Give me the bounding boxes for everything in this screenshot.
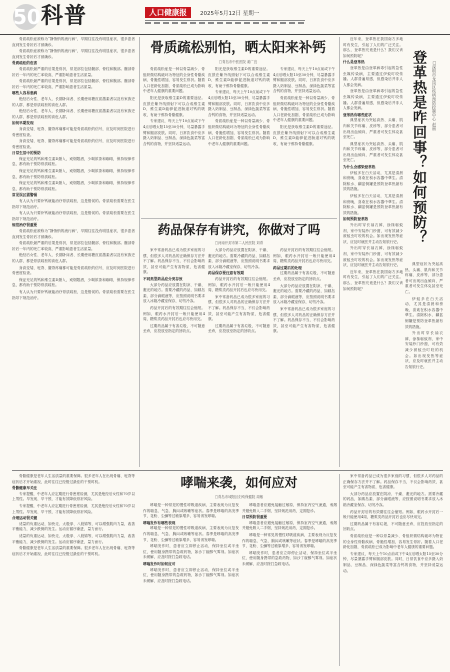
bone-col-2 <box>208 67 270 215</box>
subheading: 如何早期发现 <box>12 121 34 126</box>
byline-drug: □河南开封市第二人民医院 刘青 <box>214 241 264 245</box>
headline-dengue-vertical: 登革热是咋回事？如何预防？ <box>411 50 427 245</box>
subheading: 合理运动很关键 <box>12 516 38 521</box>
paragraph: 骨质疏松症是一种以骨量减少、骨组织微结构破坏为特征的全身性骨骼疾病，骨脆性增加，容易发生骨折。随着人口老龄化加剧，骨质疏松已成为影响中老年人健康的重要问题。 <box>343 533 443 550</box>
paragraph: 骨质疏松最严重的后果是骨折，常见部位包括髋部、脊柱和腕部。髋部骨折后一年内的死亡率较高，严重影响患者生活质量。 <box>12 66 135 77</box>
issue-date: 2025年5月12日 星期一 <box>200 11 260 17</box>
paragraph: 过期药品属于有害垃圾，不可随意丢弃，应投放至指定的回收点。 <box>273 271 335 281</box>
paragraph: 大部分药品应放置在阴凉、干燥、避光的地方。需要冷藏的药品，如胰岛素、部分滴眼液等，应按照说明书要求放入冰箱冷藏室保存，切勿冷冻。 <box>208 248 270 269</box>
paragraph: 哮喘发作时，患者应立即停止活动，保持坐位或半坐位，使用随身携带的急救药物，如沙丁胺醇气雾剂。如症状未缓解，应及时拨打急救电话。 <box>242 550 337 566</box>
paragraph: 典型症状为突起高热、头痛、肌肉和关节疼痛、皮疹等，部分患者可出现出血倾向，严重者可发生休克甚至死亡。 <box>343 118 403 140</box>
drug-col-3 <box>273 248 335 446</box>
subheading: 日常预防很重要 <box>242 515 268 520</box>
paragraph: 有人认为只要补钙就能治疗骨质疏松，这是错误的。骨质疏松需要在医生指导下规范治疗。 <box>12 289 135 300</box>
headline-wheezing: 哮喘来袭，如何应对 <box>180 476 298 491</box>
paragraph: 大部分药品应放置在阴凉、干燥、避光的地方。需要冷藏的药品，如胰岛素、部分滴眼液等，应按照说明书要求放入冰箱冷藏室保存，切勿冷冻。 <box>343 491 443 507</box>
paragraph: 外出时穿长袖衣裤，涂抹驱蚊剂，家中安装纱门纱窗，可有效减少被蚊虫叮咬的机会。如出现发热等症状，应及时就医并主动告知旅行史。 <box>405 331 443 369</box>
paragraph: 专家建议，每天上午10点前或下午4点后晒太阳15至30分钟，尽量暴露手臂和腿部皮肤。同时，日常饮食中应多摄入奶制品、豆制品、深绿色蔬菜等富含钙的食物，并坚持适量运动。 <box>273 67 335 94</box>
byline-dengue-vertical: □深圳市龙岗区疾病预防控制中心 赵丽 <box>432 60 437 131</box>
subheading: 什么是登革热 <box>343 60 365 65</box>
bottom-right-text <box>343 474 443 666</box>
subheading: 为什么会感染登革热 <box>343 165 376 170</box>
paragraph: 登革热是由登革病毒引起的急性虫媒传染病，主要通过伊蚊叮咬传播。人群普遍易感，但感染后并非人人都会发病。 <box>343 89 403 111</box>
paragraph: 哮喘发作时，患者应立即停止活动，保持坐位或半坐位，使用随身携带的急救药物，如沙丁胺醇气雾剂。如症状未缓解，应及时拨打急救电话。 <box>143 544 239 560</box>
paragraph: 有人认为只要补钙就能治疗骨质疏松，这是错误的。骨质疏松需要在医生指导下规范治疗。 <box>12 199 135 209</box>
paragraph: 骨质疏松症被称为“静悄悄的流行病”，早期往往没有明显症状，很多患者直到发生骨折后才被确诊。 <box>12 49 135 59</box>
paragraph: 骨质疏松症被称为“静悄悄的流行病”，早期往往没有明显症状，很多患者直到发生骨折后才被确诊。 <box>12 37 135 47</box>
paragraph: 近年来，登革热在我国南方多地时有发生，引起了人们的广泛关注。那么，登革热究竟是什么？我们又该如何预防呢？ <box>343 37 403 58</box>
page-number: 50 <box>13 5 41 29</box>
paragraph: 身高变矮、驼背、腰背疼痛都可能是骨质疏松的信号，应及时到医院进行骨密度检查。 <box>12 139 135 149</box>
paragraph: 阳光是获取维生素D的重要途径。皮肤在紫外线照射下可以合成维生素D，维生素D能够促进肠道对钙的吸收，有助于维持骨骼健康。 <box>273 124 335 146</box>
paragraph: 过期药品属于有害垃圾，不可随意丢弃，应投放至指定的回收点。 <box>208 323 270 334</box>
column-divider <box>339 37 340 467</box>
dengue-col-a <box>343 37 403 467</box>
paragraph: 哮喘是一种常见的慢性呼吸道疾病，主要表现为反复发作的喘息、气急、胸闷或咳嗽等症状。春季是哮喘的高发季节，花粉、尘螨等过敏原增多，容易诱发哮喘。 <box>242 532 337 549</box>
column-divider <box>339 474 340 666</box>
drug-col-1 <box>143 248 205 446</box>
paragraph: 哮喘患者应避免接触过敏原，保持室内空气流通，戒烟并避免吸入二手烟，坚持规范用药，定期复诊。 <box>242 503 337 513</box>
paragraph: 骨质疏松最严重的后果是骨折，常见部位包括髋部、脊柱和腕部。髋部骨折后一年内的死亡率较高，严重影响患者生活质量。 <box>12 79 135 89</box>
paragraph: 典型症状为突起高热、头痛、肌肉和关节疼痛、皮疹等，部分患者可出现出血倾向，严重者可发生休克甚至死亡。 <box>405 262 443 294</box>
headline-drug: 药品保存有讲究，你做对了吗 <box>157 222 321 237</box>
paragraph: 绝经后女性、老年人、长期卧床者、长期使用糖皮质激素者以及有家族史的人群，都是骨质疏松的高危人群。 <box>12 253 135 263</box>
subheading: 常见误区需警惕 <box>12 193 38 198</box>
paragraph: 骨质疏松最严重的后果是骨折，常见部位包括髋部、脊柱和腕部。髋部骨折后一年内的死亡率较高，严重影响患者生活质量。 <box>12 241 135 251</box>
paragraph: 骨质疏松症是一种以骨量减少、骨组织微结构破坏为特征的全身性骨骼疾病，骨脆性增加，容易发生骨折。随着人口老龄化加剧，骨质疏松已成为影响中老年人健康的重要问题。 <box>208 119 270 146</box>
paragraph: 家中常备药品已成为很多家庭的习惯，但很多人对药品的正确保存方法并不了解。药品保存不当，不仅会影响药效，甚至可能产生有害物质，危害健康。 <box>143 248 205 275</box>
subheading: 药品保存要注意有效期 <box>208 271 244 276</box>
paragraph: 保证充足的钙和维生素D摄入，戒烟限酒，少喝浓茶和咖啡，保持规律作息，都有助于预防骨质疏松。 <box>12 181 135 191</box>
paragraph: 哮喘发作时，患者应立即停止活动，保持坐位或半坐位，使用随身携带的急救药物，如沙丁胺醇气雾剂。如症状未缓解，应及时拨打急救电话。 <box>143 567 239 583</box>
subheading: 药品过期后的处理 <box>273 265 302 270</box>
drug-col-2 <box>208 248 270 446</box>
paragraph: 药品开封后的有效期往往会缩短。例如，眼药水开封后一般只能使用4周，糖浆类药品开封后也应尽快用完。 <box>343 509 443 520</box>
wheezing-col-1 <box>143 503 239 667</box>
dengue-col-b <box>405 262 443 467</box>
bone-col-3 <box>273 67 335 215</box>
paragraph: 家中常备药品已成为很多家庭的习惯，但很多人对药品的正确保存方法并不了解。药品保存不当，不仅会影响药效，甚至可能产生有害物质，危害健康。 <box>273 306 335 334</box>
paragraph: 哮喘是一种常见的慢性呼吸道疾病，主要表现为反复发作的喘息、气急、胸闷或咳嗽等症状。春季是哮喘的高发季节，花粉、尘螨等过敏原增多，容易诱发哮喘。 <box>143 503 239 519</box>
paragraph: 保证充足的钙和维生素D摄入，戒烟限酒，少喝浓茶和咖啡，保持规律作息，都有助于预防骨质疏松。 <box>12 156 135 167</box>
paragraph: 保证充足的钙和维生素D摄入，戒烟限酒，少喝浓茶和咖啡，保持规律作息，都有助于预防骨质疏松。 <box>12 277 135 288</box>
paragraph: 绝经后女性、老年人、长期卧床者、长期使用糖皮质激素者以及有家族史的人群，都是骨质疏松的高危人群。 <box>12 109 135 119</box>
paragraph: 适量的负重运动，如快走、太极拳、八段锦等，可以增强肌肉力量，改善平衡能力，减少跌倒的发生。运动应循序渐进，量力而行。 <box>12 533 135 544</box>
paragraph: 外出时穿长袖衣裤，涂抹驱蚊剂，家中安装纱门纱窗，可有效减少被蚊虫叮咬的机会。如出现发热等症状，应及时就医并主动告知旅行史。 <box>343 246 403 268</box>
paragraph: 药品开封后的有效期往往会缩短。例如，眼药水开封后一般只能使用4周，糖浆类药品开封后也应尽快用完。 <box>208 276 270 293</box>
paragraph: 哮喘是一种常见的慢性呼吸道疾病，主要表现为反复发作的喘息、气急、胸闷或咳嗽等症状。春季是哮喘的高发季节，花粉、尘螨等过敏原增多，容易诱发哮喘。 <box>143 526 239 542</box>
subheading: 不同类型药品应分类存放 <box>143 276 183 281</box>
paragraph: 有人认为只要补钙就能治疗骨质疏松，这是错误的。骨质疏松需要在医生指导下规范治疗。 <box>12 211 135 221</box>
byline-wheezing: □青岛市城阳区妇幼保健院 周敏 <box>214 495 264 499</box>
section-title: 科普 <box>41 4 88 29</box>
bottom-left-text <box>12 474 135 664</box>
paragraph: 骨质疏松症是一种以骨量减少、骨组织微结构破坏为特征的全身性骨骼疾病，骨脆性增加，容易发生骨折。随着人口老龄化加剧，骨质疏松已成为影响中老年人健康的重要问题。 <box>143 67 205 94</box>
paragraph: 伊蚊多在白天活动，尤其是清晨和傍晚，喜欢在积水容器中孳生。清除积水、翻盆倒罐是预防登革热最有效的措施。 <box>405 296 443 329</box>
paper-logo: 人口健康报 <box>145 7 191 18</box>
paragraph: 骨质疏松症是一种以骨量减少、骨组织微结构破坏为特征的全身性骨骼疾病，骨脆性增加，容易发生骨折。随着人口老龄化加剧，骨质疏松已成为影响中老年人健康的重要问题。 <box>273 95 335 123</box>
subheading: 哪些人容易患病 <box>12 91 38 96</box>
bone-col-1 <box>143 67 205 215</box>
paragraph: 专家提醒，中老年人应定期进行骨密度检测，尤其是绝经后女性和70岁以上男性。早发现、早干预，才能有效降低骨折风险。 <box>12 491 135 502</box>
paragraph: 专家建议，每天上午10点前或下午4点后晒太阳15至30分钟，尽量暴露手臂和腿部皮肤。同时，日常饮食中应多摄入奶制品、豆制品、深绿色蔬菜等富含钙的食物，并坚持适量运动。 <box>208 90 270 117</box>
paragraph: 专家建议，每天上午10点前或下午4点后晒太阳15至30分钟，尽量暴露手臂和腿部皮肤。同时，日常饮食中应多摄入奶制品、豆制品、深绿色蔬菜等富含钙的食物，并坚持适量运动。 <box>143 119 205 146</box>
paragraph: 过期药品属于有害垃圾，不可随意丢弃，应投放至指定的回收点。 <box>343 521 443 532</box>
subheading: 哮喘发作有哪些表现 <box>143 520 176 525</box>
subheading: 如何预防登革热 <box>343 217 369 222</box>
subheading: 骨质疏松的危害 <box>12 61 38 66</box>
subheading: 规范治疗很重要 <box>12 223 38 228</box>
paragraph: 阳光是获取维生素D的重要途径。皮肤在紫外线照射下可以合成维生素D，维生素D能够促进肠道对钙的吸收，有助于维持骨骼健康。 <box>208 67 270 88</box>
paragraph: 伊蚊多在白天活动，尤其是清晨和傍晚，喜欢在积水容器中孳生。清除积水、翻盆倒罐是预防登革热最有效的措施。 <box>343 170 403 192</box>
paragraph: 家中常备药品已成为很多家庭的习惯，但很多人对药品的正确保存方法并不了解。药品保存不当，不仅会影响药效，甚至可能产生有害物质，危害健康。 <box>343 474 443 490</box>
paragraph: 家中常备药品已成为很多家庭的习惯，但很多人对药品的正确保存方法并不了解。药品保存不当，不仅会影响药效，甚至可能产生有害物质，危害健康。 <box>208 294 270 322</box>
byline-bone: □青岛市中医医院 姜广宜 <box>218 60 258 64</box>
paragraph: 保证充足的钙和维生素D摄入，戒烟限酒，少喝浓茶和咖啡，保持规律作息，都有助于预防骨质疏松。 <box>12 169 135 179</box>
subheading: 骨骼健康早关注 <box>12 486 38 491</box>
wheezing-col-2 <box>242 503 337 667</box>
paragraph: 骨骼健康是老年人生活质量的重要保障。很多老年人在出现骨痛、驼背等症状后才开始重视，此时往往已经错过最佳的干预时机。 <box>12 474 135 484</box>
paragraph: 骨骼健康是老年人生活质量的重要保障。很多老年人在出现骨痛、驼背等症状后才开始重视，此时往往已经错过最佳的干预时机。 <box>12 546 135 556</box>
paragraph: 伊蚊多在白天活动，尤其是清晨和傍晚，喜欢在积水容器中孳生。清除积水、翻盆倒罐是预防登革热最有效的措施。 <box>343 194 403 215</box>
column-divider <box>139 37 140 467</box>
paragraph: 哮喘患者应避免接触过敏原，保持室内空气流通，戒烟并避免吸入二手烟，坚持规范用药，定期复诊。 <box>242 520 337 531</box>
subheading: 日常生活中的预防 <box>12 151 41 156</box>
paragraph: 专家提醒，中老年人应定期进行骨密度检测，尤其是绝经后女性和70岁以上男性。早发现、早干预，才能有效降低骨折风险。 <box>12 503 135 514</box>
subheading: 哮喘发作时如何应对 <box>143 561 176 566</box>
paragraph: 登革热是由登革病毒引起的急性虫媒传染病，主要通过伊蚊叮咬传播。人群普遍易感，但感染后并非人人都会发病。 <box>343 65 403 87</box>
article-divider <box>141 218 337 219</box>
paragraph: 身高变矮、驼背、腰背疼痛都可能是骨质疏松的信号，应及时到医院进行骨密度检查。 <box>12 126 135 137</box>
paragraph: 适量的负重运动，如快走、太极拳、八段锦等，可以增强肌肉力量，改善平衡能力，减少跌倒的发生。运动应循序渐进，量力而行。 <box>12 521 135 532</box>
paragraph: 外出时穿长袖衣裤，涂抹驱蚊剂，家中安装纱门纱窗，可有效减少被蚊虫叮咬的机会。如出现发热等症状，应及时就医并主动告知旅行史。 <box>343 223 403 244</box>
paragraph: 绝经后女性、老年人、长期卧床者、长期使用糖皮质激素者以及有家族史的人群，都是骨质疏松的高危人群。 <box>12 96 135 107</box>
paragraph: 身高变矮、驼背、腰背疼痛都可能是骨质疏松的信号，应及时到医院进行骨密度检查。 <box>12 265 135 276</box>
paragraph: 大部分药品应放置在阴凉、干燥、避光的地方。需要冷藏的药品，如胰岛素、部分滴眼液等，应按照说明书要求放入冰箱冷藏室保存，切勿冷冻。 <box>143 282 205 304</box>
headline-bone: 骨质疏松别怕，晒太阳来补钙 <box>150 40 326 56</box>
paper-info-strip <box>145 20 305 27</box>
paragraph: 阳光是获取维生素D的重要途径。皮肤在紫外线照射下可以合成维生素D，维生素D能够促进肠道对钙的吸收，有助于维持骨骼健康。 <box>143 95 205 117</box>
paragraph: 过期药品属于有害垃圾，不可随意丢弃，应投放至指定的回收点。 <box>143 323 205 334</box>
masthead <box>0 0 450 35</box>
paragraph: 大部分药品应放置在阴凉、干燥、避光的地方。需要冷藏的药品，如胰岛素、部分滴眼液等，应按照说明书要求放入冰箱冷藏室保存，切勿冷冻。 <box>273 283 335 305</box>
paragraph: 近年来，登革热在我国南方多地时有发生，引起了人们的广泛关注。那么，登革热究竟是什么？我们又该如何预防呢？ <box>343 269 403 291</box>
left-column-text <box>12 37 135 469</box>
paragraph: 典型症状为突起高热、头痛、肌肉和关节疼痛、皮疹等，部分患者可出现出血倾向，严重者可发生休克甚至死亡。 <box>343 141 403 163</box>
paragraph: 药品开封后的有效期往往会缩短。例如，眼药水开封后一般只能使用4周，糖浆类药品开封后也应尽快用完。 <box>273 248 335 264</box>
section-divider <box>12 470 443 471</box>
paragraph: 骨质疏松症被称为“静悄悄的流行病”，早期往往没有明显症状，很多患者直到发生骨折后才被确诊。 <box>12 229 135 239</box>
paragraph: 专家建议，每天上午10点前或下午4点后晒太阳15至30分钟，尽量暴露手臂和腿部皮肤。同时，日常饮食中应多摄入奶制品、豆制品、深绿色蔬菜等富含钙的食物，并坚持适量运动。 <box>343 551 443 573</box>
subheading: 登革热有哪些症状 <box>343 112 372 117</box>
paragraph: 药品开封后的有效期往往会缩短。例如，眼药水开封后一般只能使用4周，糖浆类药品开封后也应尽快用完。 <box>143 305 205 322</box>
